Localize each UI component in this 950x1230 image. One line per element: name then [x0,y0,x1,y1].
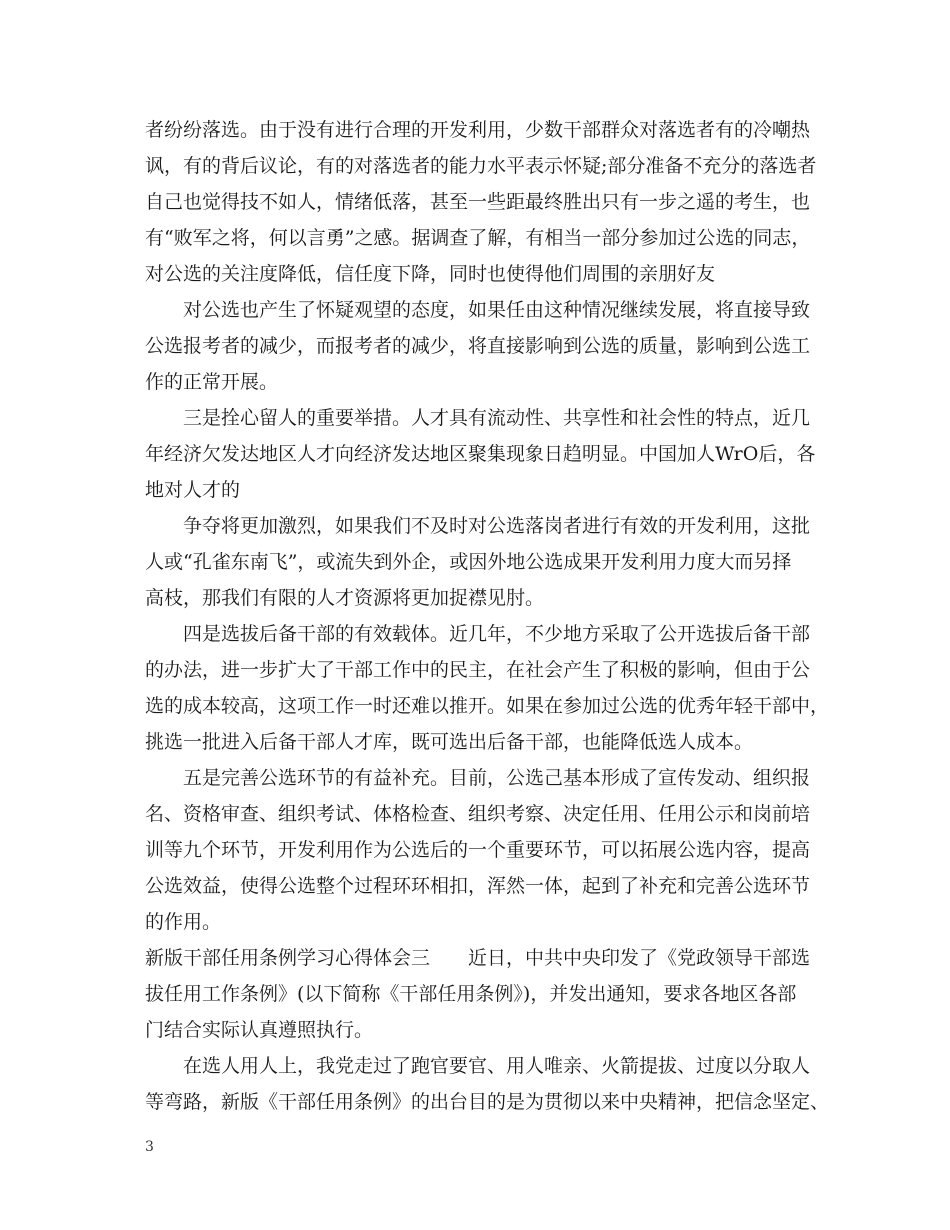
text-line: 高枝，那我们有限的人才资源将更加捉襟见肘。 [145,587,545,609]
text-line: 年经济欠发达地区人才向经济发达地区聚集现象日趋明显。中国加人WrO后，各 [145,443,816,465]
text-line: 选的成本较高，这项工作一时还难以推开。如果在参加过公选的优秀年轻干部中， [145,695,830,717]
text-line: 的办法，进一步扩大了干部工作中的民主，在社会产生了积极的影响，但由于公 [145,659,811,681]
text-line: 新版干部任用条例学习心得体会三 近日，中共中央印发了《党政领导干部选 [145,947,811,969]
text-line: 地对人才的 [145,479,241,501]
page-number: 3 [145,1139,154,1155]
text-line: 门结合实际认真遵照执行。 [145,1019,374,1041]
text-line: 公选报考者的减少，而报考者的减少，将直接影响到公选的质量，影响到公选工 [145,335,811,357]
text-line: 者纷纷落选。由于没有进行合理的开发利用，少数干部群众对落选者有的冷嘲热 [145,119,811,141]
text-line: 自己也觉得技不如人，情绪低落，甚至一些距最终胜出只有一步之遥的考生，也 [145,191,811,213]
text-line: 作的正常开展。 [145,371,279,393]
text-line: 人或“孔雀东南飞”，或流失到外企，或因外地公选成果开发利用力度大而另择 [145,551,792,573]
text-line: 名、资格审查、组织考试、体格检查、组织考察、决定任用、任用公示和岗前培 [145,803,811,825]
text-line: 三是拴心留人的重要举措。人才具有流动性、共享性和社会性的特点，近几 [183,407,811,429]
text-line: 五是完善公选环节的有益补充。目前，公选己基本形成了宣传发动、组织报 [183,767,811,789]
text-line: 对公选的关注度降低，信任度下降，同时也使得他们周围的亲朋好友 [145,263,716,285]
text-line: 等弯路，新版《干部任用条例》的出台目的是为贯彻以来中央精神，把信念坚定、 [145,1091,830,1113]
text-line: 拔任用工作条例》(以下简称《干部任用条例》)，并发出通知，要求各地区各部 [145,983,797,1005]
text-line: 训等九个环节，开发利用作为公选后的一个重要环节，可以拓展公选内容，提高 [145,839,811,861]
document-body [145,112,830,1120]
text-line: 四是选拔后备干部的有效载体。近几年，不少地方采取了公开选拔后备干部 [183,623,811,645]
text-line: 公选效益，使得公选整个过程环环相扣，浑然一体，起到了补充和完善公选环节 [145,875,811,897]
text-line: 在选人用人上，我党走过了跑官要官、用人唯亲、火箭提拔、过度以分取人 [183,1055,811,1077]
text-line: 争夺将更加激烈，如果我们不及时对公选落岗者进行有效的开发利用，这批 [183,515,811,537]
text-line: 的作用。 [145,911,222,933]
text-line: 讽，有的背后议论，有的对落选者的能力水平表示怀疑;部分准备不充分的落选者 [145,155,817,177]
text-line: 对公选也产生了怀疑观望的态度，如果任由这种情况继续发展，将直接导致 [183,299,811,321]
text-line: 有“败军之将，何以言勇”之感。据调查了解，有相当一部分参加过公选的同志， [145,227,811,249]
text-line: 挑选一批进入后备干部人才库，既可选出后备干部，也能降低选人成本。 [145,731,754,753]
